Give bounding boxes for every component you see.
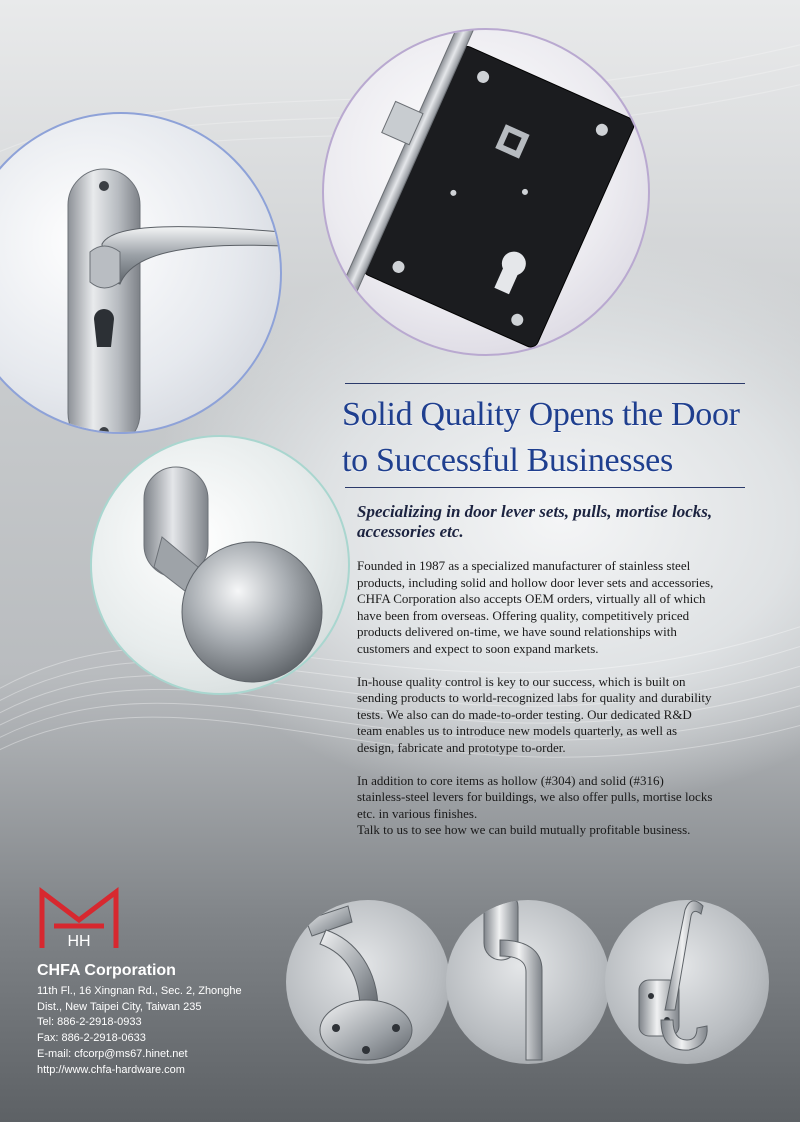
paragraph-1-line: products, including solid and hollow door lever sets and accessories, [357, 574, 714, 590]
paragraph-3-line: Talk to us to see how we can build mutually profitable business. [357, 822, 691, 838]
logo-text: HH [67, 933, 91, 950]
coat-hook-image [605, 900, 769, 1064]
subheading [357, 502, 777, 542]
telephone: Tel: 886-2-2918-0933 [37, 1016, 142, 1029]
headline-top-rule [345, 383, 745, 384]
fax: Fax: 886-2-2918-0633 [37, 1032, 146, 1045]
paragraph-2-line: team enables us to introduce new models quarterly, as well as [357, 723, 678, 739]
door-lever-set-image [0, 112, 282, 434]
paragraph-3-line: In addition to core items as hollow (#304) and solid (#316) [357, 772, 664, 788]
headline [342, 392, 772, 484]
paragraph-3-line: stainless-steel levers for buildings, we also offer pulls, mortise locks [357, 789, 713, 805]
paragraph-2-line: tests. We also can do made-to-order testing. Our dedicated R&D [357, 706, 692, 722]
door-knob-image [90, 435, 350, 695]
mortise-lock-image [322, 28, 650, 356]
body-copy [357, 558, 787, 855]
company-info [37, 960, 287, 1078]
paragraph-1-line: customers and expect to soon expand markets. [357, 640, 599, 656]
website: http://www.chfa-hardware.com [37, 1063, 185, 1076]
paragraph-3 [357, 773, 787, 839]
handrail-bracket-image [286, 900, 450, 1064]
subheading-line-2: accessories etc. [357, 522, 464, 541]
paragraph-1 [357, 558, 787, 658]
paragraph-1-line: have been from overseas. Offering quality, competitively priced [357, 607, 690, 623]
paragraph-1-line: CHFA Corporation also accepts OEM orders, virtually all of which [357, 591, 706, 607]
paragraph-3-line: etc. in various finishes. [357, 805, 478, 821]
email: E-mail: cfcorp@ms67.hinet.net [37, 1047, 188, 1060]
headline-line-1: Solid Quality Opens the Door [342, 396, 740, 433]
paragraph-1-line: products delivered on-time, we have sound relationships with [357, 624, 677, 640]
address-line-1: 11th Fl., 16 Xingnan Rd., Sec. 2, Zhonghe [37, 985, 242, 997]
headline-line-2: to Successful Businesses [342, 442, 673, 479]
company-logo [36, 886, 122, 950]
address-line-2: Dist., New Taipei City, Taiwan 235 [37, 1000, 202, 1013]
paragraph-2-line: In-house quality control is key to our success, which is built on [357, 673, 686, 689]
paragraph-2 [357, 674, 787, 757]
subheading-line-1: Specializing in door lever sets, pulls, mortise locks, [357, 502, 713, 521]
paragraph-2-line: sending products to world-recognized labs for quality and durability [357, 690, 712, 706]
pull-handle-image [446, 900, 610, 1064]
paragraph-2-line: design, fabricate and prototype to-order. [357, 739, 566, 755]
company-name: CHFA Corporation [37, 962, 176, 979]
headline-bottom-rule [345, 487, 745, 488]
paragraph-1-line: Founded in 1987 as a specialized manufacturer of stainless steel [357, 558, 691, 573]
